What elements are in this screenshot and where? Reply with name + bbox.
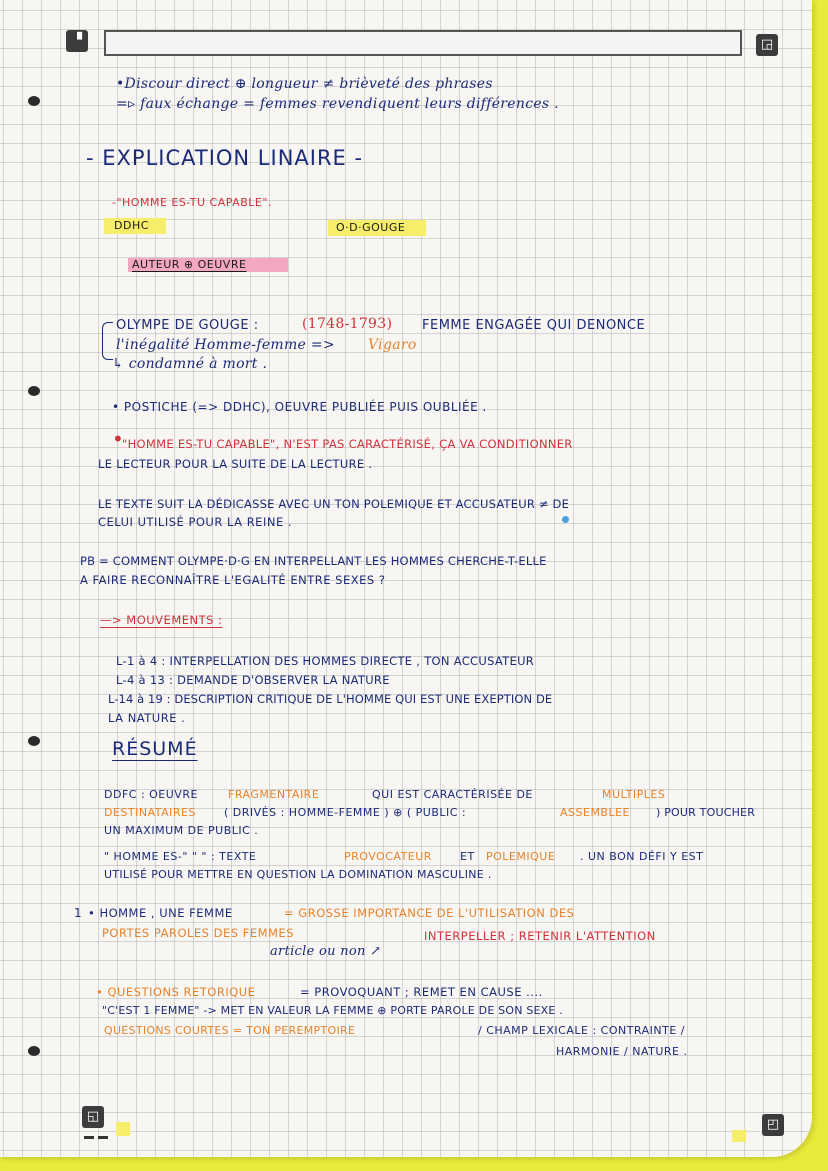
analysis-l1-b: = GROSSE IMPORTANCE DE L'UTILISATION DES — [284, 906, 575, 920]
olympe-vigaro: Vigaro — [368, 337, 417, 353]
problem-line-2: A FAIRE RECONNAÎTRE L'EGALITÉ ENTRE SEXES ? — [80, 573, 386, 587]
problem-line-1: PB = COMMENT OLYMPE·D·G EN INTERPELLANT LES HOMMES CHERCHE-T-ELLE — [80, 554, 547, 568]
analysis-l2-b: INTERPELLER ; RETENIR L'ATTENTION — [424, 929, 656, 943]
intro-line-1: •Discour direct ⊕ longueur ≠ brièveté des phrases — [116, 76, 493, 92]
movement-item: L-4 à 13 : DEMANDE D'OBSERVER LA NATURE — [116, 673, 390, 687]
resume-p1-a2: FRAGMENTAIRE — [228, 788, 320, 801]
analysis-l1-a: • HOMME , UNE FEMME — [88, 906, 233, 920]
resume-p1-b2: ( DRIVÉS : HOMME-FEMME ) ⊕ ( PUBLIC : — [224, 806, 467, 819]
author-short: O·D·GOUGE — [336, 221, 406, 234]
analysis-q3-b: / CHAMP LEXICALE : CONTRAINTE / — [478, 1024, 685, 1037]
olympe-desc: FEMME ENGAGÉE QUI DENONCE — [422, 318, 646, 333]
dash-mark — [84, 1136, 94, 1139]
corner-tab-icon: ▝ — [66, 30, 88, 52]
corner-tab-icon: ◰ — [762, 1114, 784, 1136]
header-box — [104, 30, 742, 56]
yellow-mark — [116, 1122, 130, 1136]
analysis-q4: HARMONIE / NATURE . — [556, 1045, 688, 1058]
ddhc-label: DDHC — [114, 219, 149, 232]
olympe-dates: (1748-1793) — [302, 316, 393, 332]
movement-item: LA NATURE . — [108, 711, 186, 725]
analysis-q3-a: QUESTIONS COURTES = TON PEREMPTOIRE — [104, 1024, 356, 1037]
binder-hole — [28, 736, 40, 746]
resume-p1-a4: MULTIPLES — [602, 788, 666, 801]
bullet: • — [112, 427, 125, 451]
resume-p2-a4: POLEMIQUE — [486, 850, 556, 863]
resume-p2-a5: . UN BON DÉFI Y EST — [580, 850, 704, 863]
analysis-l2-a: PORTES PAROLES DES FEMMES — [102, 926, 294, 940]
yellow-mark — [732, 1130, 746, 1142]
movements-heading: —> MOUVEMENTS : — [100, 613, 223, 627]
resume-p1-a3: QUI EST CARACTÉRISÉE DE — [372, 788, 533, 801]
resume-p1-c: UN MAXIMUM DE PUBLIC . — [104, 824, 259, 837]
olympe-line-2: l'inégalité Homme-femme => — [116, 337, 335, 353]
intro-line-2: =▹ faux échange = femmes revendiquent leurs différences . — [116, 96, 559, 112]
binder-hole — [28, 96, 40, 106]
dot-mark — [562, 516, 569, 523]
analysis-q2: "C'EST 1 FEMME" -> MET EN VALEUR LA FEMME ⊕ PORTE PAROLE DE SON SEXE . — [102, 1004, 563, 1017]
resume-p2-a2: PROVOCATEUR — [344, 850, 432, 863]
resume-heading: RÉSUMÉ — [112, 738, 198, 760]
resume-p1-b1: DESTINATAIRES — [104, 806, 196, 819]
resume-p2-a1: " HOMME ES-" " " : TEXTE — [104, 850, 257, 863]
texte-line-1: LE TEXTE SUIT LA DÉDICASSE AVEC UN TON POLEMIQUE ET ACCUSATEUR ≠ DE — [98, 497, 570, 511]
resume-p1-b4: ) POUR TOUCHER — [656, 806, 756, 819]
author-work-heading: AUTEUR ⊕ OEUVRE — [132, 258, 247, 271]
analysis-q1-a: • QUESTIONS RETORIQUE — [96, 985, 256, 999]
texte-line-2: CELUI UTILISÉ POUR LA REINE . — [98, 515, 293, 529]
handwritten-note: article ou non ↗ — [270, 944, 382, 959]
corner-tab-icon: ◱ — [82, 1106, 104, 1128]
hook-line-2: LE LECTEUR POUR LA SUITE DE LA LECTURE . — [98, 457, 373, 471]
movement-item: L-1 à 4 : INTERPELLATION DES HOMMES DIRECTE , TON ACCUSATEUR — [116, 654, 535, 668]
resume-p2-b: UTILISÉ POUR METTRE EN QUESTION LA DOMINATION MASCULINE . — [104, 868, 492, 881]
postiche-line: • POSTICHE (=> DDHC), OEUVRE PUBLIÉE PUIS OUBLIÉE . — [112, 400, 487, 414]
hook-line-1: "HOMME ES-TU CAPABLE", N'EST PAS CARACTÉRISÉ, ÇA VA CONDITIONNER — [122, 437, 573, 451]
quote-heading: -"HOMME ES-TU CAPABLE". — [112, 196, 272, 209]
resume-p2-a3: ET — [460, 850, 475, 863]
resume-p1-a1: DDFC : OEUVRE — [104, 788, 198, 801]
binder-hole — [28, 1046, 40, 1056]
binder-hole — [28, 386, 40, 396]
bracket — [102, 322, 113, 360]
resume-p1-b3: ASSEMBLEE — [560, 806, 631, 819]
analysis-number: 1 — [74, 906, 83, 920]
dash-mark — [98, 1136, 108, 1139]
analysis-q1-b: = PROVOQUANT ; REMET EN CAUSE .... — [300, 985, 543, 999]
olympe-name: OLYMPE DE GOUGE : — [116, 318, 259, 333]
movement-item: L-14 à 19 : DESCRIPTION CRITIQUE DE L'HOMME QUI EST UNE EXEPTION DE — [108, 692, 553, 706]
corner-tab-icon: ◲ — [756, 34, 778, 56]
olympe-line-3: ↳ condamné à mort . — [112, 356, 268, 372]
page-title: - EXPLICATION LINAIRE - — [86, 146, 364, 170]
